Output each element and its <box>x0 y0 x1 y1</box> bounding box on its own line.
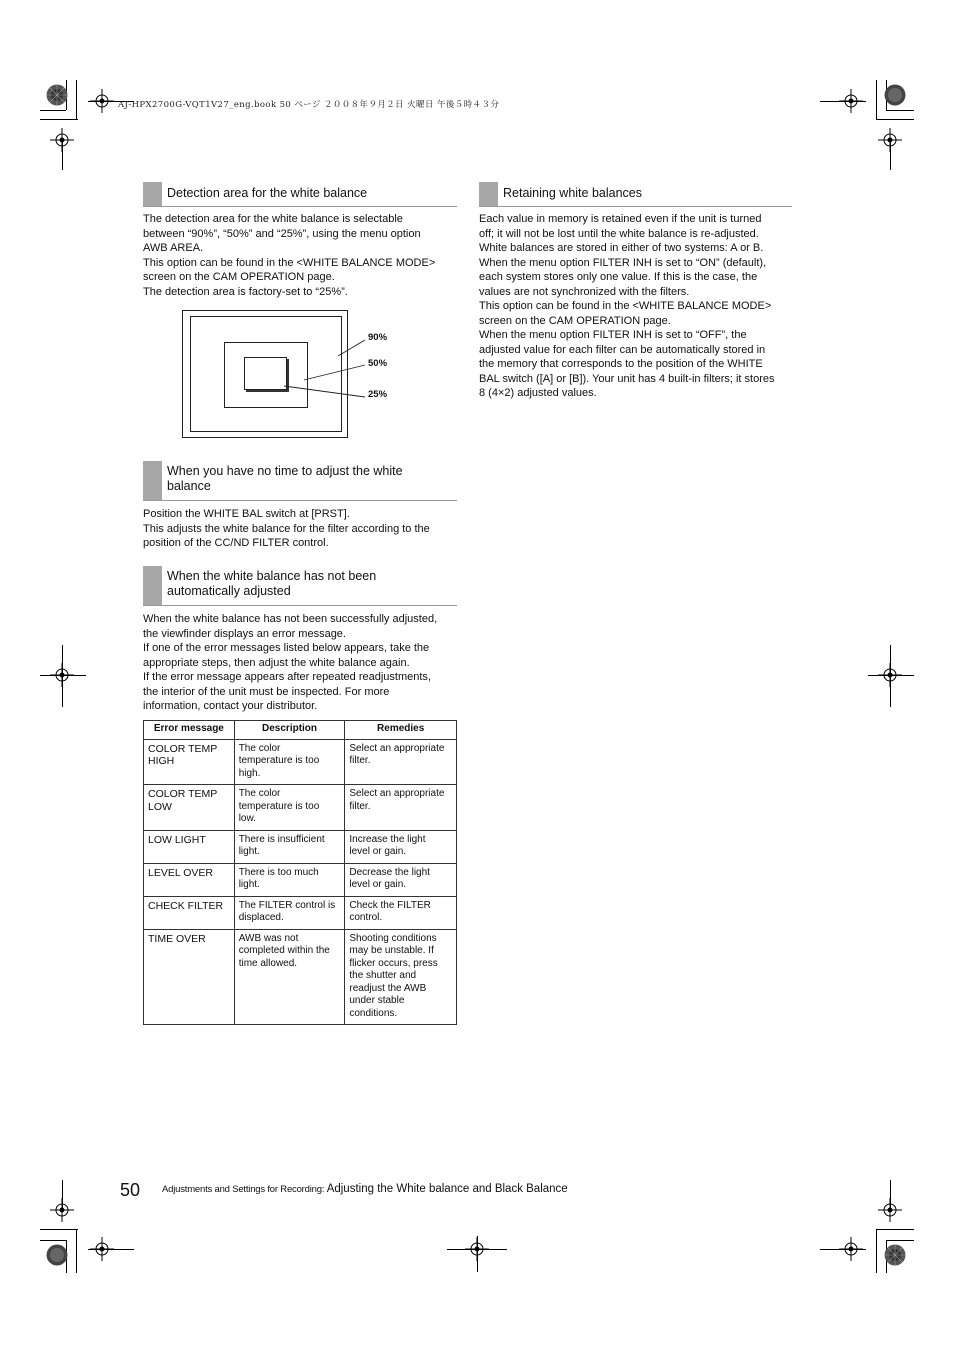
footer-text <box>162 1183 568 1195</box>
crop-line <box>876 119 914 120</box>
footer-topic: Adjusting the White balance and Black Balance <box>326 1183 568 1195</box>
crop-line <box>868 675 914 676</box>
remedy-cell: Increase the light level or gain. <box>345 830 457 863</box>
table-row <box>144 863 457 896</box>
crop-line <box>890 1180 891 1210</box>
footer-chapter: Adjustments and Settings for Recording: <box>162 1184 327 1195</box>
section-heading-detection <box>143 182 457 207</box>
label-90: 90% <box>368 332 388 343</box>
retaining-body: Each value in memory is retained even if the unit is turned off; it will not be lost until the white balance is re-adjusted. White balances are stored in either of two systems: A or B. When the menu option FILTER INH is set to “ON” (default), each system stores only one value. If this is the case, the values are not synchronized with the filters. This option can be found in the <WHITE BALANCE MODE> screen on the CAM OPERATION page. When the menu option FILTER INH is set to “OFF”, the adjusted value for each filter can be automatically stored in the memory that corresponds to the position of the WHITE BAL switch ([A] or [B]). Your unit has 4 built-in filters; it stores 8 (4×2) adjusted values. <box>479 213 775 399</box>
column-header: Remedies <box>345 721 457 740</box>
label-50: 50% <box>368 358 388 369</box>
table-row <box>144 896 457 929</box>
crop-line <box>886 110 914 111</box>
crop-line <box>40 675 86 676</box>
gray-dial-icon <box>46 1244 68 1266</box>
remedy-cell: Shooting conditions may be unstable. If flicker occurs, press the shutter and readjust the AWB under stable conditions. <box>345 929 457 1025</box>
error-message-cell: LEVEL OVER <box>144 863 235 896</box>
table-row <box>144 830 457 863</box>
crop-line <box>62 645 63 707</box>
description-cell: AWB was not completed within the time allowed. <box>234 929 345 1025</box>
description-cell: There is too much light. <box>234 863 345 896</box>
error-message-table <box>143 720 457 1025</box>
table-header-row <box>144 721 457 740</box>
crop-line <box>477 1236 478 1272</box>
description-cell: The color temperature is too high. <box>234 739 345 785</box>
not-adjusted-body: When the white balance has not been successfully adjusted, the viewfinder displays an error message. If one of the error messages listed below appears, take the appropriate steps, then adjust the white balance again. If the error message appears after repeated readjustments, the interior of the unit must be inspected. For more information, contact your distributor. <box>143 613 438 712</box>
section-heading-retaining <box>479 182 792 207</box>
heading-bar <box>143 566 162 605</box>
table-row <box>144 739 457 785</box>
description-cell: The color temperature is too low. <box>234 785 345 831</box>
crop-line <box>62 1180 63 1210</box>
column-header: Error message <box>144 721 235 740</box>
heading-bar <box>479 182 498 206</box>
error-message-cell: COLOR TEMP LOW <box>144 785 235 831</box>
crop-line <box>820 1249 866 1250</box>
description-cell: There is insufficient light. <box>234 830 345 863</box>
remedy-cell: Decrease the light level or gain. <box>345 863 457 896</box>
file-header: AJ-HPX2700G-VQT1V27_eng.book 50 ページ ２００８年９月２日 火曜日 午後５時４３分 <box>118 100 500 110</box>
crop-line <box>40 1240 66 1241</box>
color-dial-icon <box>884 1244 906 1266</box>
crop-line <box>820 101 866 102</box>
crop-line <box>88 1249 134 1250</box>
error-message-cell: CHECK FILTER <box>144 896 235 929</box>
error-message-cell: TIME OVER <box>144 929 235 1025</box>
column-header: Description <box>234 721 345 740</box>
crop-line <box>886 1240 914 1241</box>
crop-line <box>890 140 891 170</box>
remedy-cell: Select an appropriate filter. <box>345 785 457 831</box>
crop-line <box>76 80 77 120</box>
label-25: 25% <box>368 389 388 400</box>
section-title: When you have no time to adjust the white balance <box>167 464 403 493</box>
crop-line <box>876 1229 877 1273</box>
section-title: Retaining white balances <box>503 186 642 200</box>
heading-bar <box>143 461 162 500</box>
crop-line <box>890 645 891 707</box>
remedy-cell: Select an appropriate filter. <box>345 739 457 785</box>
remedy-cell: Check the FILTER control. <box>345 896 457 929</box>
crop-line <box>876 1229 914 1230</box>
error-message-cell: COLOR TEMP HIGH <box>144 739 235 785</box>
crop-line <box>76 1229 77 1273</box>
no-time-body: Position the WHITE BAL switch at [PRST]. This adjusts the white balance for the filter according to the position of the CC/ND FILTER control. <box>143 508 430 549</box>
page-number: 50 <box>120 1180 141 1200</box>
diagram-leader-lines <box>180 308 400 440</box>
crop-line <box>62 140 63 170</box>
crop-line <box>40 119 78 120</box>
detection-body: The detection area for the white balance is selectable between “90%”, “50%” and “25%”, using the menu option AWB AREA. This option can be found in the <WHITE BALANCE MODE> screen on the CAM OPERATION page. The detection area is factory-set to “25%”. <box>143 213 436 298</box>
description-cell: The FILTER control is displaced. <box>234 896 345 929</box>
color-dial-icon <box>46 84 68 106</box>
gray-dial-icon <box>884 84 906 106</box>
table-row <box>144 929 457 1025</box>
crop-line <box>40 110 66 111</box>
heading-bar <box>143 182 162 206</box>
section-heading-not-adjusted <box>143 566 457 606</box>
section-title: When the white balance has not been automatically adjusted <box>167 569 377 598</box>
table-row <box>144 785 457 831</box>
section-heading-no-time <box>143 461 457 501</box>
crop-line <box>40 1229 78 1230</box>
error-message-cell: LOW LIGHT <box>144 830 235 863</box>
section-title: Detection area for the white balance <box>167 186 368 200</box>
crop-line <box>876 80 877 120</box>
